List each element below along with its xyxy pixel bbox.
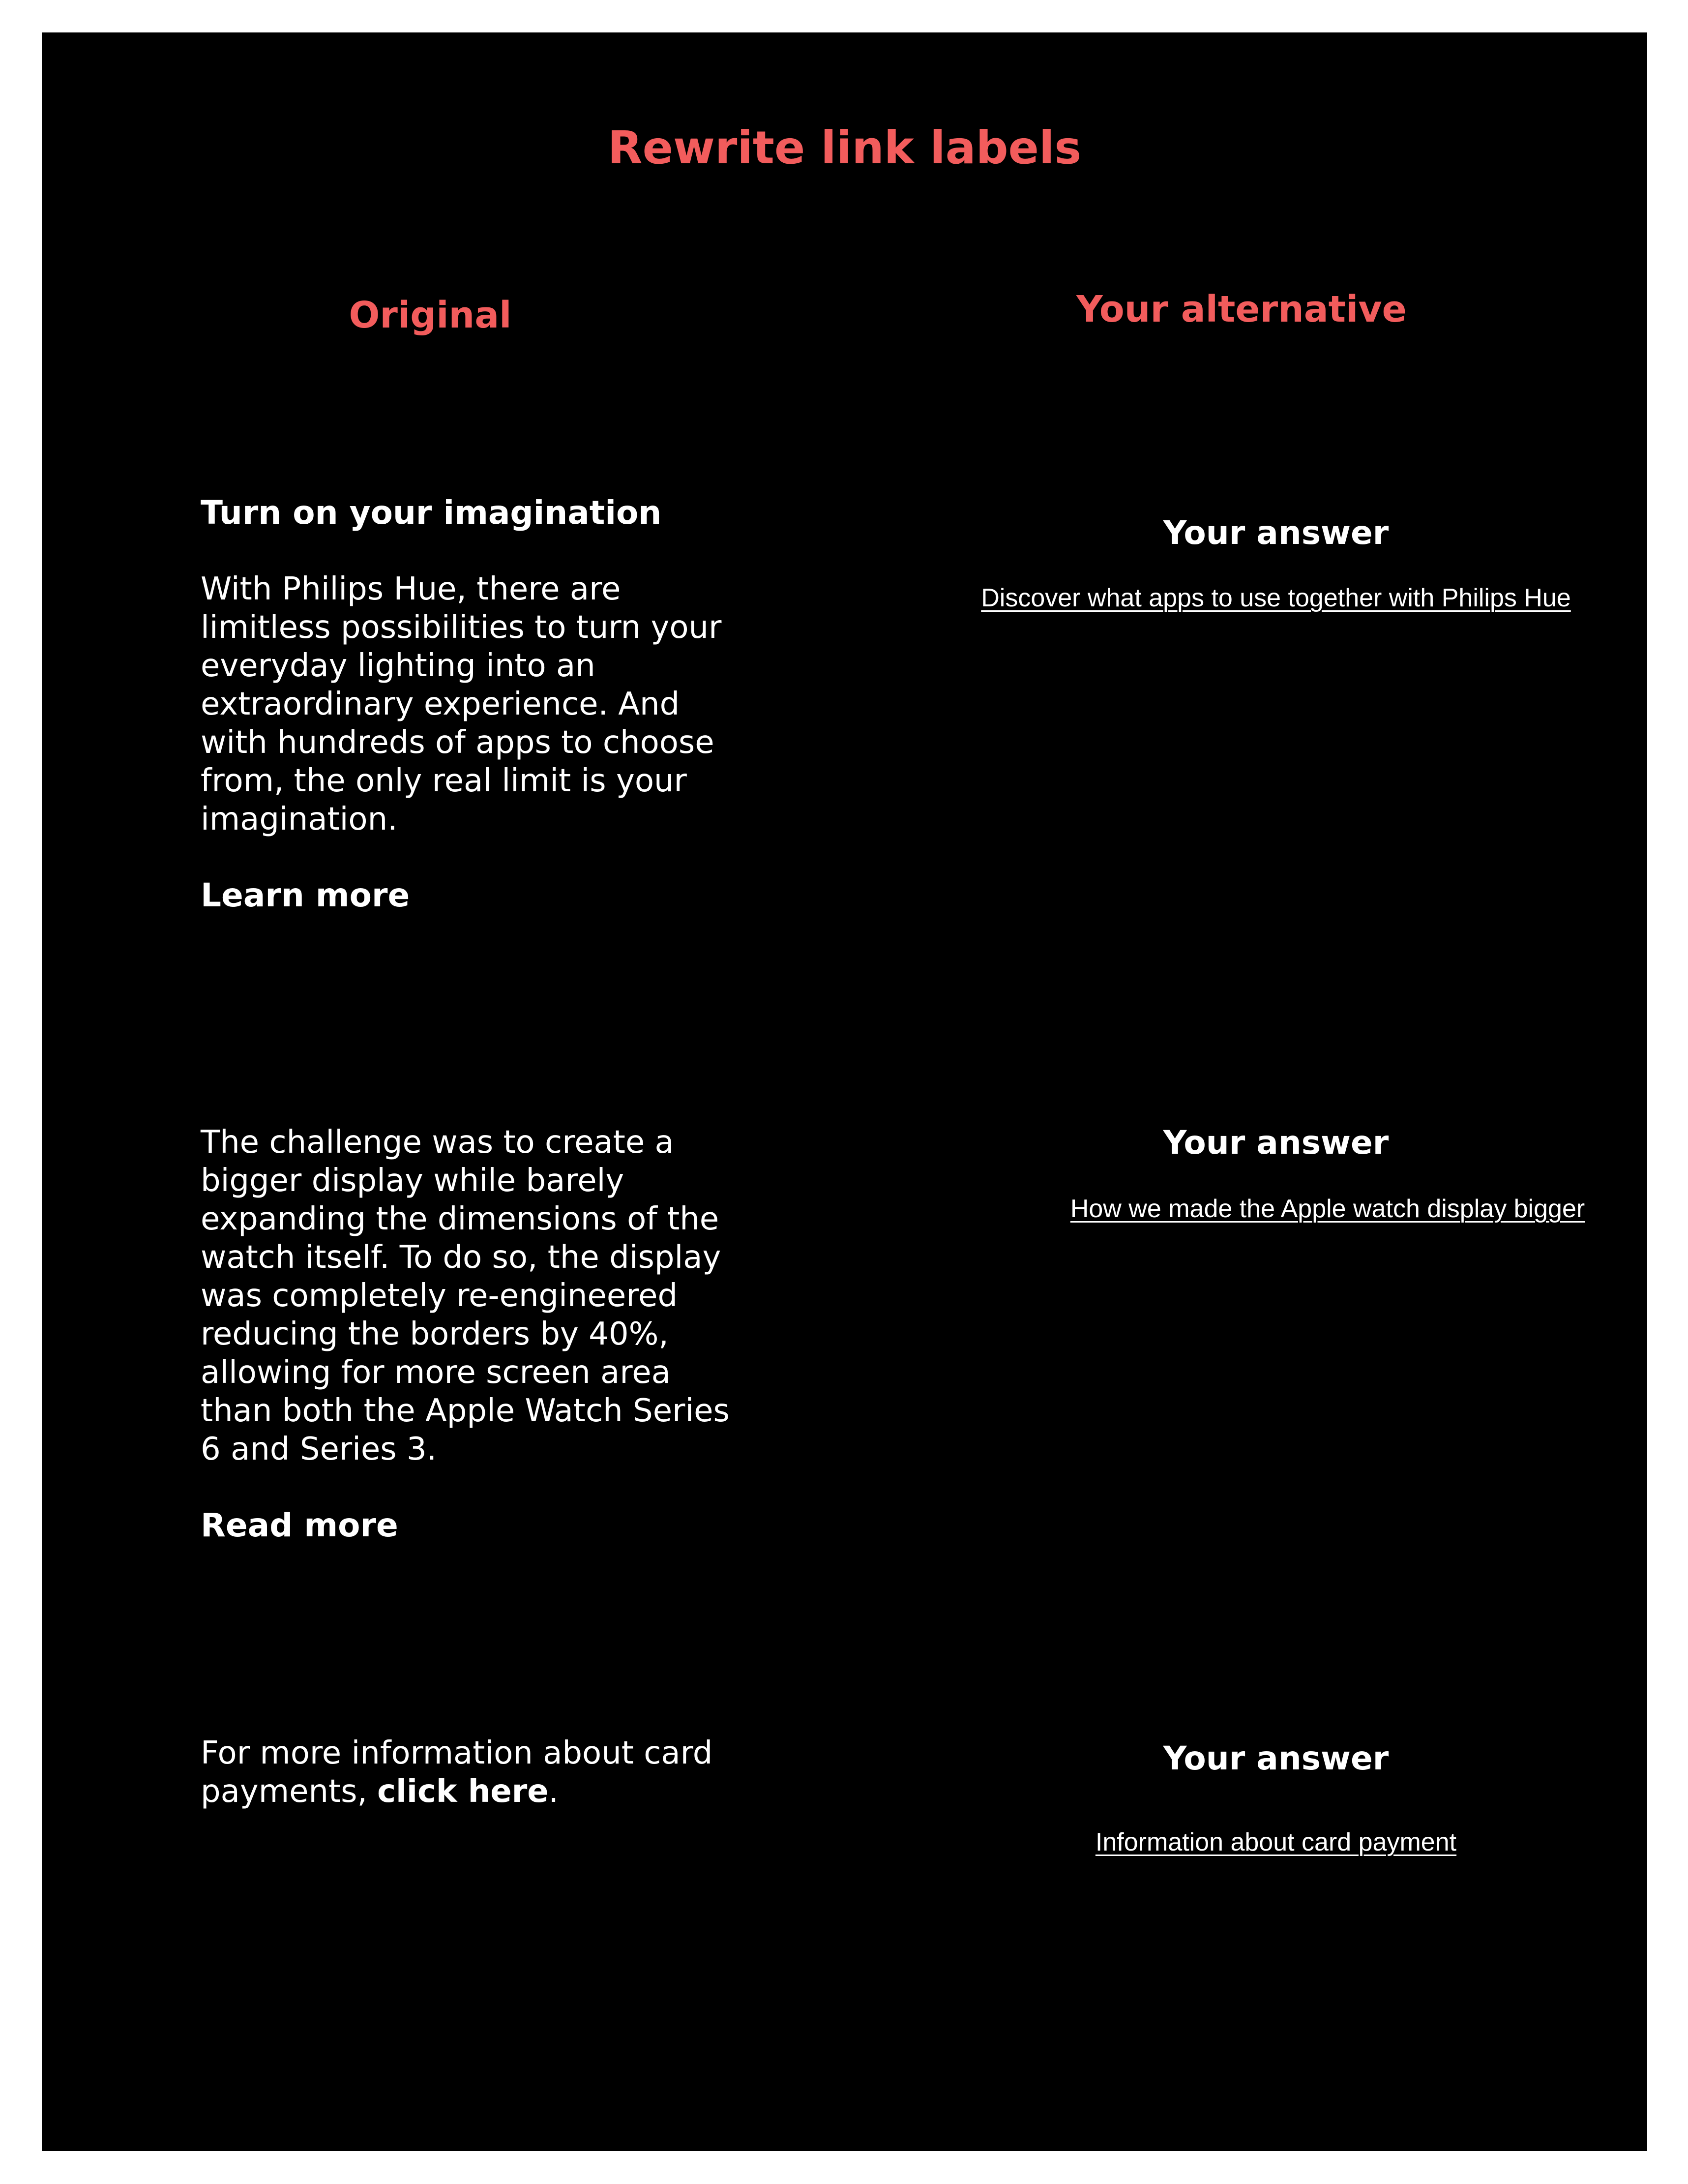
original-example-2 <box>201 1123 751 1545</box>
answer-link-wrap <box>892 1778 1659 1858</box>
original-example-1 <box>201 493 751 915</box>
example-body <box>201 1734 751 1811</box>
click-here-link[interactable]: click here <box>377 1773 549 1810</box>
answer-block-3 <box>892 1739 1659 1858</box>
learn-more-link[interactable]: Learn more <box>201 876 410 914</box>
column-header-alternative: Your alternative <box>1076 288 1407 330</box>
answer-link-card-payment[interactable]: Information about card payment <box>1095 1828 1457 1856</box>
answer-link-wrap <box>892 1163 1659 1225</box>
example-body-end: . <box>548 1773 559 1810</box>
answer-label: Your answer <box>1163 1739 1389 1777</box>
example-body: The challenge was to create a bigger display while barely expanding the dimensions of the watch itself. To do so, the display was completely re-engineered reducing the borders by 40%, allowing for more screen area than both the Apple Watch Series 6 and Series 3. <box>201 1124 730 1467</box>
page-title: Rewrite link labels <box>607 121 1082 174</box>
example-heading: Turn on your imagination <box>201 494 662 532</box>
worksheet-panel <box>42 32 1647 2151</box>
answer-link-wrap <box>892 553 1659 614</box>
read-more-link[interactable]: Read more <box>201 1506 398 1544</box>
answer-block-1 <box>892 513 1659 614</box>
answer-label: Your answer <box>1163 1124 1389 1162</box>
example-body-text: For more information about card payments, <box>201 1735 713 1810</box>
answer-link-apple-watch[interactable]: How we made the Apple watch display bigger <box>1070 1195 1585 1223</box>
answer-link-philips-hue[interactable]: Discover what apps to use together with Philips Hue <box>981 584 1571 612</box>
example-body: With Philips Hue, there are limitless possibilities to turn your everyday lighting into an extraordinary experience. And with hundreds of apps to choose from, the only real limit is your imagination. <box>201 571 722 838</box>
column-header-original: Original <box>349 294 512 336</box>
answer-block-2 <box>892 1123 1659 1225</box>
original-example-3 <box>201 1734 751 1811</box>
answer-label: Your answer <box>1163 514 1389 552</box>
